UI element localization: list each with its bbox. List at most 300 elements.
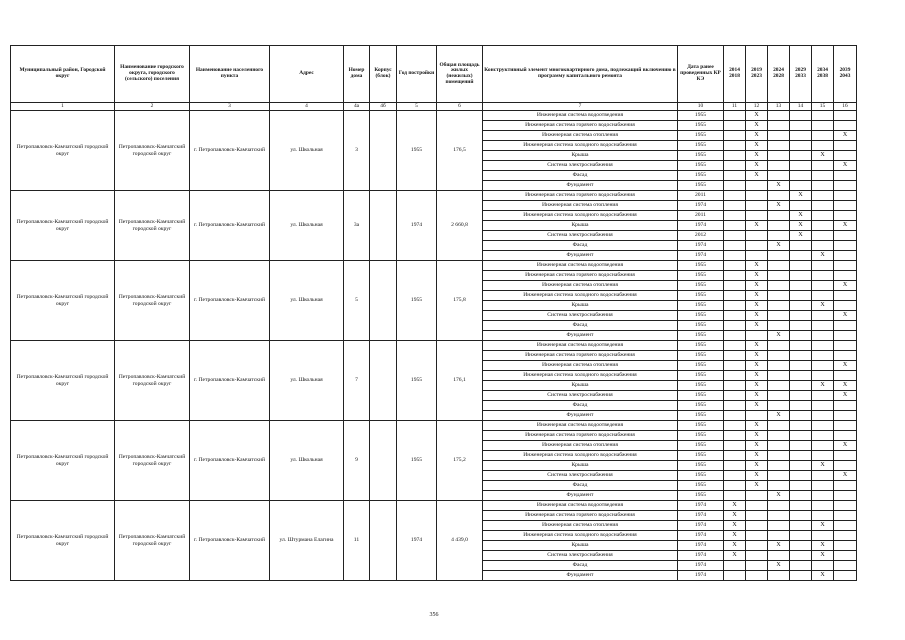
period-mark-cell — [790, 421, 812, 431]
period-mark-cell — [834, 371, 857, 381]
column-number: 2 — [115, 103, 190, 111]
area-cell: 175,2 — [437, 421, 483, 501]
period-mark-cell — [834, 191, 857, 201]
period-mark-cell — [768, 551, 790, 561]
area-cell: 175,8 — [437, 261, 483, 341]
previous-repair-date-cell: 1955 — [678, 311, 724, 321]
build-year-cell: 1974 — [397, 501, 437, 581]
period-mark-cell — [790, 501, 812, 511]
column-header: Муниципальный район, Городской округ — [11, 46, 115, 103]
period-mark-cell — [812, 261, 834, 271]
district-cell: Петропавловск-Камчатский городской округ — [11, 341, 115, 421]
period-mark-cell — [790, 291, 812, 301]
period-mark-cell — [790, 481, 812, 491]
element-cell: Инженерная система горячего водоснабжения — [483, 431, 678, 441]
period-mark-cell — [790, 271, 812, 281]
period-mark-cell — [768, 471, 790, 481]
period-mark-cell — [790, 131, 812, 141]
column-header: 2034 2038 — [812, 46, 834, 103]
period-mark-cell — [834, 351, 857, 361]
period-mark-cell — [790, 451, 812, 461]
previous-repair-date-cell: 1955 — [678, 141, 724, 151]
previous-repair-date-cell: 1974 — [678, 201, 724, 211]
period-mark-cell: X — [746, 141, 768, 151]
period-mark-cell: X — [768, 541, 790, 551]
period-mark-cell: X — [812, 151, 834, 161]
period-mark-cell — [812, 171, 834, 181]
period-mark-cell: X — [746, 221, 768, 231]
period-mark-cell — [746, 331, 768, 341]
period-mark-cell: X — [834, 361, 857, 371]
period-mark-cell: X — [746, 441, 768, 451]
period-mark-cell: X — [746, 151, 768, 161]
period-mark-cell — [812, 431, 834, 441]
period-mark-cell — [790, 511, 812, 521]
period-mark-cell — [746, 551, 768, 561]
period-mark-cell — [790, 121, 812, 131]
period-mark-cell — [834, 111, 857, 121]
period-mark-cell — [834, 151, 857, 161]
previous-repair-date-cell: 1955 — [678, 121, 724, 131]
block-cell — [370, 191, 397, 261]
element-cell: Система электроснабжения — [483, 391, 678, 401]
previous-repair-date-cell: 1955 — [678, 171, 724, 181]
period-mark-cell — [724, 111, 746, 121]
period-mark-cell — [724, 141, 746, 151]
period-mark-cell — [790, 401, 812, 411]
block-cell — [370, 341, 397, 421]
period-mark-cell — [746, 501, 768, 511]
column-header: 2039 2043 — [834, 46, 857, 103]
period-mark-cell: X — [724, 541, 746, 551]
period-mark-cell — [724, 441, 746, 451]
period-mark-cell — [768, 401, 790, 411]
period-mark-cell — [768, 311, 790, 321]
header-row — [11, 46, 857, 103]
period-mark-cell: X — [746, 111, 768, 121]
block-cell — [370, 421, 397, 501]
period-mark-cell — [834, 451, 857, 461]
column-number: 4a — [344, 103, 370, 111]
period-mark-cell — [746, 191, 768, 201]
period-mark-cell — [768, 161, 790, 171]
period-mark-cell — [768, 121, 790, 131]
period-mark-cell — [812, 511, 834, 521]
table-row — [11, 501, 857, 511]
column-header: Год постройки — [397, 46, 437, 103]
period-mark-cell — [812, 501, 834, 511]
period-mark-cell — [724, 171, 746, 181]
previous-repair-date-cell: 1955 — [678, 321, 724, 331]
period-mark-cell: X — [790, 211, 812, 221]
period-mark-cell — [812, 491, 834, 501]
column-header: Адрес — [270, 46, 344, 103]
period-mark-cell: X — [790, 191, 812, 201]
column-header: Дата ранее проведенных КР КЭ — [678, 46, 724, 103]
period-mark-cell — [790, 341, 812, 351]
period-mark-cell — [790, 571, 812, 581]
previous-repair-date-cell: 1955 — [678, 291, 724, 301]
period-mark-cell — [746, 181, 768, 191]
previous-repair-date-cell: 1974 — [678, 561, 724, 571]
period-mark-cell — [768, 291, 790, 301]
building-group — [11, 421, 857, 501]
column-header: 2014 2018 — [724, 46, 746, 103]
previous-repair-date-cell: 1955 — [678, 401, 724, 411]
element-cell: Фундамент — [483, 491, 678, 501]
period-mark-cell — [724, 231, 746, 241]
period-mark-cell — [724, 261, 746, 271]
period-mark-cell — [834, 431, 857, 441]
element-cell: Инженерная система водоотведения — [483, 341, 678, 351]
period-mark-cell — [768, 341, 790, 351]
period-mark-cell — [790, 181, 812, 191]
period-mark-cell — [724, 361, 746, 371]
block-cell — [370, 501, 397, 581]
street-cell: ул. Школьная — [270, 261, 344, 341]
element-cell: Инженерная система холодного водоснабжения — [483, 291, 678, 301]
period-mark-cell — [812, 181, 834, 191]
period-mark-cell: X — [724, 551, 746, 561]
period-mark-cell — [812, 351, 834, 361]
period-mark-cell — [834, 271, 857, 281]
column-number: 4 — [270, 103, 344, 111]
build-year-cell: 1955 — [397, 421, 437, 501]
table-row — [11, 341, 857, 351]
period-mark-cell — [812, 111, 834, 121]
period-mark-cell — [812, 401, 834, 411]
period-mark-cell — [790, 251, 812, 261]
period-mark-cell: X — [746, 481, 768, 491]
period-mark-cell — [790, 171, 812, 181]
period-mark-cell — [834, 541, 857, 551]
period-mark-cell: X — [746, 361, 768, 371]
previous-repair-date-cell: 1974 — [678, 221, 724, 231]
period-mark-cell — [746, 251, 768, 261]
period-mark-cell — [812, 201, 834, 211]
previous-repair-date-cell: 1955 — [678, 441, 724, 451]
element-cell: Фасад — [483, 561, 678, 571]
period-mark-cell: X — [746, 401, 768, 411]
period-mark-cell — [790, 281, 812, 291]
period-mark-cell — [724, 321, 746, 331]
build-year-cell: 1955 — [397, 341, 437, 421]
column-number: 3 — [190, 103, 270, 111]
house-number-cell: 3а — [344, 191, 370, 261]
element-cell: Инженерная система водоотведения — [483, 111, 678, 121]
street-cell: ул. Штурмана Елагина — [270, 501, 344, 581]
element-cell: Фундамент — [483, 251, 678, 261]
period-mark-cell: X — [746, 421, 768, 431]
period-mark-cell — [768, 151, 790, 161]
column-header: Номер дома — [344, 46, 370, 103]
period-mark-cell — [724, 241, 746, 251]
locality-cell: г. Петропавловск-Камчатский — [190, 341, 270, 421]
period-mark-cell — [768, 361, 790, 371]
area-cell: 176,5 — [437, 111, 483, 191]
period-mark-cell — [790, 201, 812, 211]
period-mark-cell — [746, 541, 768, 551]
column-number: 4б — [370, 103, 397, 111]
period-mark-cell: X — [812, 521, 834, 531]
period-mark-cell — [834, 411, 857, 421]
period-mark-cell: X — [834, 281, 857, 291]
period-mark-cell — [768, 391, 790, 401]
period-mark-cell: X — [724, 531, 746, 541]
period-mark-cell — [790, 561, 812, 571]
period-mark-cell — [834, 121, 857, 131]
period-mark-cell — [724, 371, 746, 381]
period-mark-cell — [790, 391, 812, 401]
building-group — [11, 341, 857, 421]
period-mark-cell — [790, 241, 812, 251]
period-mark-cell — [768, 281, 790, 291]
period-mark-cell — [724, 571, 746, 581]
period-mark-cell: X — [790, 231, 812, 241]
element-cell: Крыша — [483, 381, 678, 391]
period-mark-cell: X — [768, 201, 790, 211]
previous-repair-date-cell: 2012 — [678, 231, 724, 241]
period-mark-cell — [724, 151, 746, 161]
settlement-cell: Петропавловск-Камчатский городской округ — [115, 191, 190, 261]
period-mark-cell — [724, 391, 746, 401]
previous-repair-date-cell: 1974 — [678, 571, 724, 581]
column-header: 2019 2023 — [746, 46, 768, 103]
period-mark-cell — [768, 421, 790, 431]
period-mark-cell — [768, 261, 790, 271]
element-cell: Инженерная система водоотведения — [483, 501, 678, 511]
element-cell: Инженерная система горячего водоснабжения — [483, 271, 678, 281]
period-mark-cell — [768, 521, 790, 531]
period-mark-cell — [812, 161, 834, 171]
element-cell: Инженерная система отопления — [483, 201, 678, 211]
area-cell: 2 660,8 — [437, 191, 483, 261]
previous-repair-date-cell: 1955 — [678, 351, 724, 361]
element-cell: Инженерная система горячего водоснабжения — [483, 351, 678, 361]
column-number: 13 — [768, 103, 790, 111]
period-mark-cell — [746, 561, 768, 571]
period-mark-cell — [768, 351, 790, 361]
locality-cell: г. Петропавловск-Камчатский — [190, 501, 270, 581]
period-mark-cell: X — [746, 311, 768, 321]
district-cell: Петропавловск-Камчатский городской округ — [11, 261, 115, 341]
column-header: Наименование населенного пункта — [190, 46, 270, 103]
period-mark-cell: X — [768, 491, 790, 501]
period-mark-cell — [768, 301, 790, 311]
element-cell: Крыша — [483, 461, 678, 471]
previous-repair-date-cell: 1974 — [678, 241, 724, 251]
period-mark-cell — [812, 221, 834, 231]
period-mark-cell — [834, 171, 857, 181]
period-mark-cell — [724, 161, 746, 171]
period-mark-cell — [768, 441, 790, 451]
period-mark-cell: X — [768, 331, 790, 341]
period-mark-cell — [812, 531, 834, 541]
previous-repair-date-cell: 1974 — [678, 251, 724, 261]
period-mark-cell: X — [834, 161, 857, 171]
column-number: 15 — [812, 103, 834, 111]
period-mark-cell: X — [746, 281, 768, 291]
period-mark-cell — [724, 311, 746, 321]
period-mark-cell — [746, 491, 768, 501]
period-mark-cell — [790, 351, 812, 361]
period-mark-cell — [768, 451, 790, 461]
column-number: 14 — [790, 103, 812, 111]
locality-cell: г. Петропавловск-Камчатский — [190, 191, 270, 261]
document-sheet — [10, 45, 856, 581]
period-mark-cell — [790, 531, 812, 541]
period-mark-cell: X — [724, 511, 746, 521]
house-number-cell: 9 — [344, 421, 370, 501]
period-mark-cell — [724, 131, 746, 141]
period-mark-cell — [724, 471, 746, 481]
building-group — [11, 191, 857, 261]
period-mark-cell: X — [812, 301, 834, 311]
previous-repair-date-cell: 1955 — [678, 151, 724, 161]
table-row — [11, 111, 857, 121]
period-mark-cell — [812, 281, 834, 291]
period-mark-cell — [812, 421, 834, 431]
previous-repair-date-cell: 1955 — [678, 411, 724, 421]
period-mark-cell — [812, 291, 834, 301]
previous-repair-date-cell: 1955 — [678, 111, 724, 121]
period-mark-cell — [812, 561, 834, 571]
column-header: 2024 2028 — [768, 46, 790, 103]
element-cell: Фасад — [483, 241, 678, 251]
period-mark-cell: X — [812, 541, 834, 551]
settlement-cell: Петропавловск-Камчатский городской округ — [115, 501, 190, 581]
period-mark-cell — [812, 471, 834, 481]
period-mark-cell: X — [812, 461, 834, 471]
period-mark-cell — [724, 291, 746, 301]
period-mark-cell — [768, 191, 790, 201]
period-mark-cell — [812, 391, 834, 401]
previous-repair-date-cell: 1974 — [678, 531, 724, 541]
period-mark-cell — [790, 361, 812, 371]
element-cell: Система электроснабжения — [483, 471, 678, 481]
previous-repair-date-cell: 1955 — [678, 371, 724, 381]
period-mark-cell: X — [746, 351, 768, 361]
area-cell: 176,1 — [437, 341, 483, 421]
previous-repair-date-cell: 1955 — [678, 161, 724, 171]
previous-repair-date-cell: 1974 — [678, 551, 724, 561]
period-mark-cell: X — [746, 391, 768, 401]
block-cell — [370, 261, 397, 341]
period-mark-cell — [812, 121, 834, 131]
table-row — [11, 191, 857, 201]
previous-repair-date-cell: 1974 — [678, 511, 724, 521]
period-mark-cell — [790, 411, 812, 421]
previous-repair-date-cell: 1955 — [678, 341, 724, 351]
period-mark-cell — [768, 481, 790, 491]
period-mark-cell — [790, 161, 812, 171]
house-number-cell: 7 — [344, 341, 370, 421]
period-mark-cell — [834, 531, 857, 541]
element-cell: Инженерная система отопления — [483, 281, 678, 291]
column-number: 6 — [437, 103, 483, 111]
period-mark-cell — [724, 561, 746, 571]
house-number-cell: 5 — [344, 261, 370, 341]
previous-repair-date-cell: 1955 — [678, 381, 724, 391]
period-mark-cell — [790, 521, 812, 531]
period-mark-cell — [790, 261, 812, 271]
element-cell: Фундамент — [483, 411, 678, 421]
period-mark-cell — [768, 511, 790, 521]
period-mark-cell — [724, 421, 746, 431]
previous-repair-date-cell: 1955 — [678, 461, 724, 471]
period-mark-cell: X — [812, 251, 834, 261]
element-cell: Фасад — [483, 401, 678, 411]
element-cell: Инженерная система холодного водоснабжения — [483, 371, 678, 381]
previous-repair-date-cell: 1955 — [678, 491, 724, 501]
period-mark-cell — [834, 341, 857, 351]
period-mark-cell — [724, 191, 746, 201]
element-cell: Инженерная система отопления — [483, 441, 678, 451]
period-mark-cell — [724, 201, 746, 211]
building-group — [11, 111, 857, 191]
period-mark-cell: X — [746, 371, 768, 381]
period-mark-cell — [812, 361, 834, 371]
period-mark-cell: X — [834, 441, 857, 451]
element-cell: Инженерная система водоотведения — [483, 421, 678, 431]
element-cell: Фасад — [483, 321, 678, 331]
column-header: 2029 2033 — [790, 46, 812, 103]
period-mark-cell — [812, 231, 834, 241]
period-mark-cell — [790, 431, 812, 441]
element-cell: Инженерная система холодного водоснабжения — [483, 451, 678, 461]
period-mark-cell — [768, 141, 790, 151]
period-mark-cell — [834, 461, 857, 471]
period-mark-cell — [768, 381, 790, 391]
period-mark-cell — [834, 551, 857, 561]
element-cell: Фундамент — [483, 331, 678, 341]
period-mark-cell — [790, 111, 812, 121]
element-cell: Инженерная система водоотведения — [483, 261, 678, 271]
element-cell: Крыша — [483, 541, 678, 551]
period-mark-cell — [790, 551, 812, 561]
building-group — [11, 501, 857, 581]
period-mark-cell — [812, 191, 834, 201]
period-mark-cell — [724, 281, 746, 291]
period-mark-cell: X — [746, 131, 768, 141]
period-mark-cell — [812, 451, 834, 461]
period-mark-cell — [834, 181, 857, 191]
period-mark-cell: X — [724, 521, 746, 531]
element-cell: Инженерная система отопления — [483, 521, 678, 531]
previous-repair-date-cell: 1955 — [678, 431, 724, 441]
period-mark-cell — [724, 211, 746, 221]
street-cell: ул. Школьная — [270, 341, 344, 421]
settlement-cell: Петропавловск-Камчатский городской округ — [115, 261, 190, 341]
period-mark-cell — [746, 231, 768, 241]
period-mark-cell — [812, 241, 834, 251]
column-header: Общая площадь жилых (нежилых) помещений — [437, 46, 483, 103]
previous-repair-date-cell: 1974 — [678, 521, 724, 531]
previous-repair-date-cell: 1955 — [678, 281, 724, 291]
period-mark-cell — [746, 511, 768, 521]
period-mark-cell: X — [834, 311, 857, 321]
period-mark-cell: X — [746, 341, 768, 351]
period-mark-cell — [790, 331, 812, 341]
period-mark-cell — [724, 341, 746, 351]
element-cell: Инженерная система отопления — [483, 361, 678, 371]
previous-repair-date-cell: 1955 — [678, 451, 724, 461]
locality-cell: г. Петропавловск-Камчатский — [190, 261, 270, 341]
build-year-cell: 1955 — [397, 111, 437, 191]
period-mark-cell — [834, 561, 857, 571]
period-mark-cell — [790, 541, 812, 551]
period-mark-cell — [768, 371, 790, 381]
